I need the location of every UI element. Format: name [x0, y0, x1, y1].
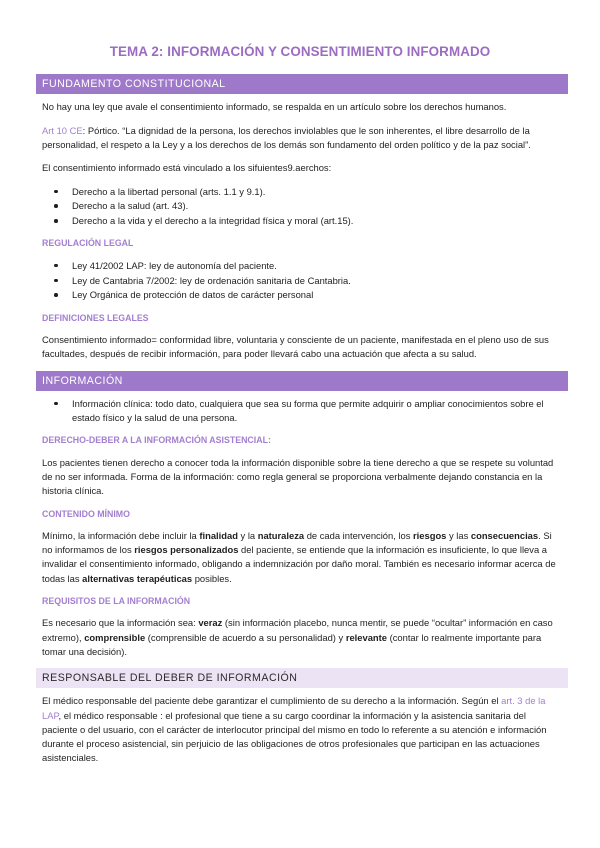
subheading-derecho-deber: DERECHO-DEBER A LA INFORMACIÓN ASISTENCIAL:: [42, 435, 271, 446]
article-link[interactable]: art. 3 de la LAP: [42, 695, 546, 721]
paragraph: No hay una ley que avale el consentimiento informado, se respalda en un artículo sobre los derechos humanos.: [42, 101, 507, 113]
list-item: Derecho a la libertad personal (arts. 1.1 y 9.1).: [72, 185, 558, 199]
laws-list: [42, 259, 558, 303]
subheading-regulacion: REGULACIÓN LEGAL: [42, 238, 134, 249]
subheading-requisitos: REQUISITOS DE LA INFORMACIÓN: [42, 596, 191, 607]
list-item: Derecho a la salud (art. 43).: [72, 199, 558, 213]
paragraph: Los pacientes tienen derecho a conocer toda la información disponible sobre la tiene derecho a que se respete su voluntad de no ser informada. Forma de la información: como regla general se proporciona verbalmente dejando constancia en la historia clínica.: [42, 456, 554, 497]
subheading-definiciones: DEFINICIONES LEGALES: [42, 312, 149, 323]
paragraph-contenido: Mínimo, la información debe incluir la finalidad y la naturaleza de cada intervención, los riesgos y las consecuencias. Si no informamos de los riesgos personalizados del paciente, se entiende que la información es insuficiente, lo que lleva a invalidar el consentimiento informado, obligando a indemnización por daño moral. También es necesario informar acerca de todas las alternativas terapéuticas posibles.: [42, 529, 556, 584]
paragraph: El consentimiento informado está vinculado a los sifuientes9.aerchos:: [42, 162, 332, 174]
paragraph-responsable: El médico responsable del paciente debe garantizar el cumplimiento de su derecho a la información. Según el art. 3 de la LAP, el médico responsable : el profesional que tiene a su cargo coordinar la información y la asistencia sanitaria del paciente o del usuario, con el carácter de interlocutor principal del mismo en todo lo referente a su atención e información durante el proceso asistencial, sin perjuicio de las obligaciones de otros profesionales que participan en las actuaciones asistenciales.: [42, 695, 547, 764]
paragraph-art10: Art 10 CE: Pórtico. “La dignidad de la persona, los derechos inviolables que le son inherentes, el libre desarrollo de la personalidad, el respeto a la Ley y a los derechos de los demás son fundamento del orden político y de la paz social”.: [42, 124, 531, 150]
paragraph-requisitos: Es necesario que la información sea: veraz (sin información placebo, nunca mentir, se puede “ocultar” información en caso extremo), comprensible (comprensible de acuerdo a su personalidad) y relevante (contar lo realmente importante para tomar una decisión).: [42, 617, 553, 657]
list-item: Información clínica: todo dato, cualquiera que sea su forma que permite adquirir o ampliar conocimientos sobre el estado físico y la salud de una persona.: [72, 397, 558, 426]
list-item: Ley Orgánica de protección de datos de carácter personal: [72, 288, 558, 302]
rights-list: [42, 185, 558, 229]
page-title: TEMA 2: INFORMACIÓN Y CONSENTIMIENTO INFORMADO: [109, 44, 491, 59]
list-item: Derecho a la vida y el derecho a la integridad física y moral (art.15).: [72, 214, 558, 228]
section-heading-responsable: RESPONSABLE DEL DEBER DE INFORMACIÓN: [36, 668, 568, 688]
subheading-contenido: CONTENIDO MÍNIMO: [42, 508, 130, 519]
section-heading-fundamento: FUNDAMENTO CONSTITUCIONAL: [36, 74, 568, 94]
paragraph: Consentimiento informado= conformidad libre, voluntaria y consciente de un paciente, manifestada en el pleno uso de sus facultades, después de recibir información, para poder llevará cabo una actuación que afecta a su salud.: [42, 334, 549, 360]
article-link[interactable]: Art 10 CE: [42, 124, 83, 136]
list-item: Ley 41/2002 LAP: ley de autonomía del paciente.: [72, 259, 558, 273]
section-heading-informacion: INFORMACIÓN: [36, 371, 568, 391]
list-item: Ley de Cantabria 7/2002: ley de ordenación sanitaria de Cantabria.: [72, 274, 558, 288]
info-list: [42, 397, 558, 426]
